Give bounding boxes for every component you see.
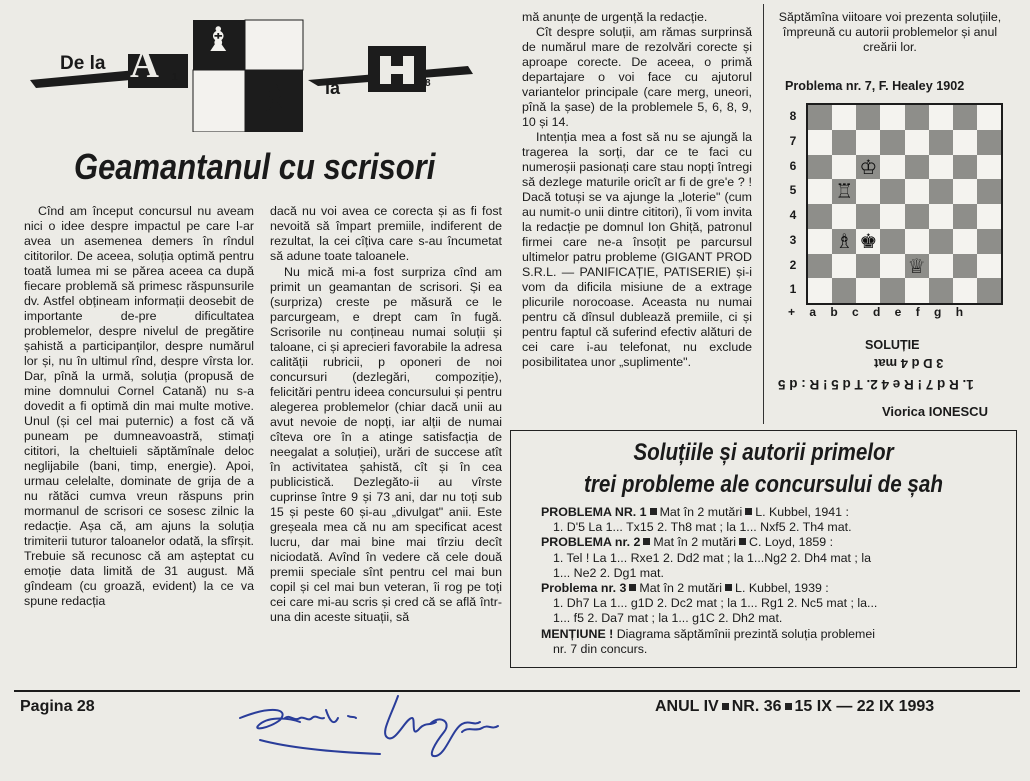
board-square xyxy=(880,278,904,303)
next-week-note: Săptămîna viitoare voi prezenta soluțiile, împreună cu autorii problemelor și anul creării lor. xyxy=(778,10,1002,54)
board-square xyxy=(808,179,832,204)
board-square xyxy=(832,105,856,130)
board-square xyxy=(808,229,832,254)
issue-number: NR. 36 xyxy=(731,698,782,715)
issue-year: ANUL IV xyxy=(655,698,719,715)
board-square xyxy=(880,130,904,155)
article-column-2 xyxy=(270,204,502,626)
article-column-1 xyxy=(24,204,254,610)
masthead-de-la: De la xyxy=(60,53,106,74)
rank-label: 5 xyxy=(789,183,797,198)
board-square xyxy=(905,105,929,130)
author-signature: Viorica IONESCU xyxy=(882,404,988,419)
solution-line: 1... f5 2. Da7 mat ; la 1... g1C 2. Dh2 mat. xyxy=(553,611,783,626)
column-3-paragraph-3: Intenția mea a fost să nu se ajungă la tragerea la sorți, dar ce te faci cu numeroșii pasionați care stau nopți întregi să dezlege maturile oricît ar fi de gre'e ? ! Dacă totuși se va ajunge la „loterie" (cum au numit-o unii dintre cititori), îi vom invita la redacție pe domnul Ion Ghiță, patronul firmei care ne-a însoțit pe parcursul ultimelor patru probleme (GIGANT PROD S.R.L. — PANIFICAȚIE, PATISERIE) și-i vom da dificila misiune de a extrage plicurile norocoase. Aceasta nu numai pentru că dînsul dublează premiile, ci și pentru faptul că suferind efectiv alături de cei care i-au telefonat, nu exclude posibilitatea unor „suplimente". xyxy=(522,130,752,369)
file-labels: + a b c d e f g h xyxy=(788,305,964,319)
column-3-paragraph-1: mă anunțe de urgență la redacție. xyxy=(522,10,708,24)
board-square xyxy=(905,229,929,254)
solution-problem-label: PROBLEMA NR. 1 xyxy=(541,505,647,519)
solution-line: 1. Dh7 La 1... g1D 2. Dc2 mat ; la 1... Rg1 2. Nc5 mat ; la... xyxy=(553,596,878,611)
board-square xyxy=(832,155,856,180)
white-bishop-icon: ♗ xyxy=(258,76,293,120)
separator-square-icon xyxy=(643,538,650,545)
board-square xyxy=(977,278,1001,303)
board-square xyxy=(905,204,929,229)
solution-author: L. Kubbel, 1941 : xyxy=(755,505,849,519)
board-square xyxy=(929,278,953,303)
column-2-paragraph-2: Nu mică mi-a fost surpriza cînd am primit un geamantan de scrisori. Și ea (surpriza) creste pe măsură ce le parcurgeam, e drept cam în fugă. Scrisorile nu conțineau numai soluții și taloane, ci și aprecieri favorabile la adresa calității rubricii, p oponeri de noi concursuri (dezlegări, compoziție), felicitări pentru ideea concursului și pentru alegerea problemelor (chiar dacă unii au avut nevoie de nopți, iar alții de numai cîteva ore în a atinge satisfacția de neegalat a soluției), urări de succese atît în activitatea șahistă, cît și în cea publicistică. Dezlegăto-ii au vîrste cuprinse între 9 și 73 ani, dar nu toți sub 15 și peste 60 și-au „divulgat" anii. Este greșeala mea că nu am specificat acest lucru, dar mai bine mai tîrziu decît niciodată. Avînd în vedere că cele două premii speciale sînt pentru cel mai bun copil și cel mai bun veteran, îi rog pe toți cei care mi-au scris și cred că se află într-una din aceste situații, să xyxy=(270,265,502,624)
white-bishop-icon: ♗ xyxy=(835,228,854,253)
solution-line xyxy=(541,627,1006,642)
solution-condition: Mat în 2 mutări xyxy=(653,535,737,550)
board-square xyxy=(953,278,977,303)
board-square xyxy=(808,204,832,229)
problem-7-title: Problema nr. 7, F. Healey 1902 xyxy=(785,79,965,93)
board-square xyxy=(905,155,929,180)
solution-line xyxy=(541,581,1006,596)
board-square xyxy=(977,179,1001,204)
board-square xyxy=(808,278,832,303)
board-square xyxy=(880,105,904,130)
separator-square-icon xyxy=(629,584,636,591)
masthead-sub-1: 1 xyxy=(172,72,178,83)
solution-author: C. Loyd, 1859 : xyxy=(749,535,834,550)
board-square xyxy=(929,204,953,229)
board-square xyxy=(953,105,977,130)
solution-line xyxy=(541,505,1006,520)
rank-label: 7 xyxy=(789,133,797,148)
board-square xyxy=(953,204,977,229)
solution-problem-label: PROBLEMA nr. 2 xyxy=(541,535,641,550)
page-title: Geamantanul cu scrisori xyxy=(74,146,436,187)
separator-square-icon xyxy=(739,538,746,545)
masthead-la: la xyxy=(325,78,341,98)
board-square xyxy=(808,130,832,155)
board-square xyxy=(929,105,953,130)
board-square xyxy=(856,105,880,130)
solutions-box xyxy=(510,430,1017,668)
rank-label: 3 xyxy=(789,232,797,247)
board-square xyxy=(832,204,856,229)
column-1-paragraph: Cînd am început concursul nu aveam nici o idee despre impactul pe care l-ar avea un asemenea demers în rîndul cititorilor. De aceea, soluția optimă pentru toată lumea mi se părea aceea ca după fiecare problemă să primesc răspunsurile dv. Astfel obțineam informații deosebit de importante de-pre dificultatea problemelor, despre nivelul de pregătire șahistă a participanților, despre numărul lor și, nu în ultimul rînd, despre vîrsta lor. Dar, pînă la urmă, soluția (propusă de mine domnului Cornel Catană) nu s-a dovedit a fi optimă din mai multe motive. Unul (și cel mai puternic) a fost că vă puneam pe dumneavoastră, stimați cititori, la cheltuieli săptămînale deloc neglijabile (bani, timp, energie). Apoi, urmau celelalte, dominate de grija de a nu rătăci cumva vreun răspuns prin mormanul de scrisori ce sosesc zilnic la redacție. Așa că, am ajuns la soluția trimiterii tuturor taloanelor odată, la sfîrșit. Trebuie să recunosc că am așteptat cu emoție data limită de 31 august. Mă gîndeam (cu groază, evident) la ce va spune redacția xyxy=(24,204,254,608)
solution-line: 1. D'5 La 1... Tx15 2. Th8 mat ; la 1... Nxf5 2. Th4 mat. xyxy=(553,520,852,535)
white-rook-icon: ♖ xyxy=(835,179,854,204)
board-square xyxy=(905,130,929,155)
board-square xyxy=(880,179,904,204)
solution-line: 1... Ne2 2. Dg1 mat. xyxy=(553,565,664,580)
board-square xyxy=(832,278,856,303)
board-square xyxy=(856,204,880,229)
white-king-icon: ♔ xyxy=(859,154,878,179)
board-square xyxy=(929,155,953,180)
board-square xyxy=(880,229,904,254)
board-square xyxy=(977,130,1001,155)
solution-problem-label: MENȚIUNE ! xyxy=(541,626,614,641)
board-square xyxy=(832,254,856,279)
white-queen-icon: ♕ xyxy=(907,253,926,278)
solution-problem-label: Problema nr. 3 xyxy=(541,581,627,596)
solution-mention: Diagrama săptămînii prezintă soluția problemei xyxy=(613,626,875,641)
board-square xyxy=(880,254,904,279)
column-3-paragraph-2: Cît despre soluții, am rămas surprinsă de numărul mare de rezolvări corecte și aproape corecte. De aceea, o primă departajare o voi face cu ajutorul variantelor principale (care merg, uneori, pînă la șase) de la problemele 5, 6, 8, 9, 10 și 14. xyxy=(522,25,752,129)
board-square xyxy=(929,229,953,254)
masthead-letter-a: A xyxy=(130,41,159,86)
board-square xyxy=(880,204,904,229)
solution-upside-line-2: 1. R d 7 ! R e 4 2. T d 5 ! R : d 5 xyxy=(778,377,974,392)
board-square xyxy=(808,155,832,180)
solutions-title-line-2: trei probleme ale concursului de șah xyxy=(583,471,944,498)
board-square xyxy=(856,278,880,303)
solution-condition: Mat în 2 mutări xyxy=(639,581,723,596)
solution-line: nr. 7 din concurs. xyxy=(553,641,648,656)
separator-square-icon xyxy=(725,584,732,591)
board-square xyxy=(953,254,977,279)
column-2-paragraph-1: dacă nu voi avea ce corecta și as fi fost nevoită să împart premiile, indiferent de rezultat, la cei cîțiva care s-au încumetat să adune toate taloanele. xyxy=(270,204,502,263)
board-square xyxy=(832,130,856,155)
board-square xyxy=(880,155,904,180)
solution-line: 1. Tel ! La 1... Rxe1 2. Dd2 mat ; la 1...Ng2 2. Dh4 mat ; la xyxy=(553,550,871,565)
separator-square-icon xyxy=(785,703,792,710)
issue-dates: 15 IX — 22 IX 1993 xyxy=(794,698,935,715)
board-square xyxy=(808,254,832,279)
board-square xyxy=(953,130,977,155)
issue-info xyxy=(655,698,934,716)
board-square xyxy=(953,229,977,254)
solution-author: L. Kubbel, 1939 : xyxy=(735,581,829,596)
board-square xyxy=(905,278,929,303)
board-square xyxy=(808,105,832,130)
board-square xyxy=(977,204,1001,229)
black-bishop-icon: ♝ xyxy=(203,20,234,60)
chess-board xyxy=(806,103,1003,305)
masthead-sub-8: 8 xyxy=(425,78,431,89)
board-square xyxy=(977,254,1001,279)
separator-square-icon xyxy=(745,508,752,515)
board-square xyxy=(929,130,953,155)
solution-condition: Mat în 2 mutări xyxy=(659,505,743,519)
board-square xyxy=(977,229,1001,254)
rank-label: 4 xyxy=(789,208,797,222)
rank-label: 1 xyxy=(789,282,797,297)
separator-square-icon xyxy=(650,508,657,515)
solution-heading: SOLUȚIE xyxy=(865,338,920,352)
chess-diagram xyxy=(782,96,1014,326)
board-square xyxy=(953,155,977,180)
board-square xyxy=(929,254,953,279)
solutions-title-line-1: Soluțiile și autorii primelor xyxy=(633,439,894,466)
board-square xyxy=(929,179,953,204)
solution-upside-line-1: 3 D d 4 mat xyxy=(874,356,944,371)
separator-square-icon xyxy=(722,703,729,710)
rank-label: 8 xyxy=(789,109,797,123)
board-square xyxy=(905,179,929,204)
page-number: Pagina 28 xyxy=(20,698,95,715)
board-square xyxy=(953,179,977,204)
rank-label: 6 xyxy=(789,158,797,173)
black-king-icon: ♚ xyxy=(859,228,878,253)
article-column-3 xyxy=(522,10,752,370)
board-square xyxy=(977,155,1001,180)
board-square xyxy=(856,179,880,204)
solution-line xyxy=(541,535,1006,550)
board-square xyxy=(856,130,880,155)
handwritten-note xyxy=(230,688,530,768)
solutions-list xyxy=(511,501,1016,657)
column-divider xyxy=(763,4,764,424)
rank-label: 2 xyxy=(789,257,797,272)
board-square xyxy=(977,105,1001,130)
board-square xyxy=(856,254,880,279)
